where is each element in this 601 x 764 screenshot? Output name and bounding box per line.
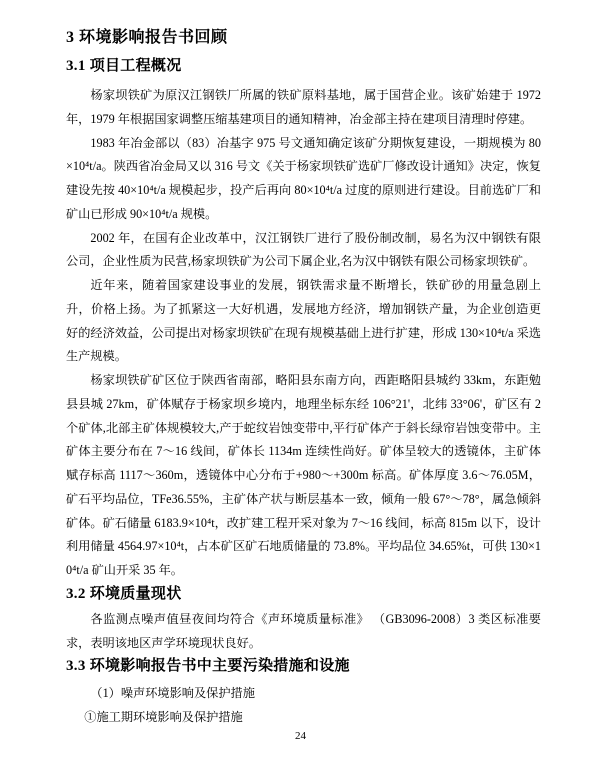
paragraph-recovery: 1983 年冶金部以（83）冶基字 975 号文通知确定该矿分期恢复建设，一期规模为 80×10⁴t/a。陕西省冶金局又以 316 号文《关于杨家坝铁矿选矿厂修改设计通知》决定，恢复建设先按 40×10⁴t/a 规模起步，投产后再向 80×10⁴t/a 过度的原则进行建设。目前选矿厂和矿山已形成 90×10⁴t/a 规模。 [66,135,541,221]
paragraph-item-noise: （1）噪声环境影响及保护措施 [90,686,255,701]
section-heading-3-1: 3.1 项目工程概况 [66,58,182,74]
page-number: 24 [295,730,306,742]
document-content [66,24,541,730]
section-heading-3: 3 环境影响报告书回顾 [66,29,228,46]
paragraph-noise-status: 各监测点噪声值昼夜间均符合《声环境质量标准》 （GB3096-2008）3 类区标准要求，表明该地区声学环境现状良好。 [66,611,541,650]
paragraph-geology: 杨家坝铁矿矿区位于陕西省南部，略阳县东南方向，西距略阳县城约 33km，东距勉县县城 27km，矿体赋存于杨家坝乡境内，地理坐标东经 106°21'，北纬 33°06'，矿区有 2 个矿体,北部主矿体规模较大,产于蛇纹岩蚀变带中,平行矿体产于斜长绿帘岩蚀变带中。主矿体主要分布在 7～16 线间，矿体长 1134m 连续性尚好。矿体呈较大的透镜体，主矿体赋存标高 1117～360m，透镜体中心分布于+980～+300m 标高。矿体厚度 3.6～76.05M，矿石平均品位，TFe36.55%，主矿体产状与断层基本一致，倾角一般 67°～78°，属急倾斜矿体。矿石储量 6183.9×10⁴t，改扩建工程开采对象为 7～16 线间，标高 815m 以下，设计利用储量 4564.97×10⁴t，占本矿区矿石地质储量的 73.8%。平均品位 34.65%t，可供 130×10⁴t/a 矿山开采 35 年。 [66,373,541,577]
section-heading-3-3: 3.3 环境影响报告书中主要污染措施和设施 [66,658,350,675]
paragraph-founding: 杨家坝铁矿为原汉江钢铁厂所属的铁矿原料基地，属于国营企业。该矿始建于 1972 年，1979 年根据国家调整压缩基建项目的通知精神，冶金部主持在建项目清理时停建。 [66,88,541,126]
paragraph-expansion: 近年来，随着国家建设事业的发展，钢铁需求量不断增长，铁矿砂的用量急剧上升，价格上扬。为了抓紧这一大好机遇，发展地方经济，增加钢铁产量，为企业创造更好的经济效益，公司提出对杨家坝铁矿在现有规模基础上进行扩建，形成 130×10⁴t/a 采选生产规模。 [66,278,541,364]
section-heading-3-2: 3.2 环境质量现状 [66,585,182,602]
paragraph-reform: 2002 年，在国有企业改革中，汉江钢铁厂进行了股份制改制，易名为汉中钢铁有限公司，企业性质为民营,杨家坝铁矿为公司下属企业,名为汉中钢铁有限公司杨家坝铁矿。 [66,230,541,269]
paragraph-item-construction: ①施工期环境影响及保护措施 [84,710,243,724]
